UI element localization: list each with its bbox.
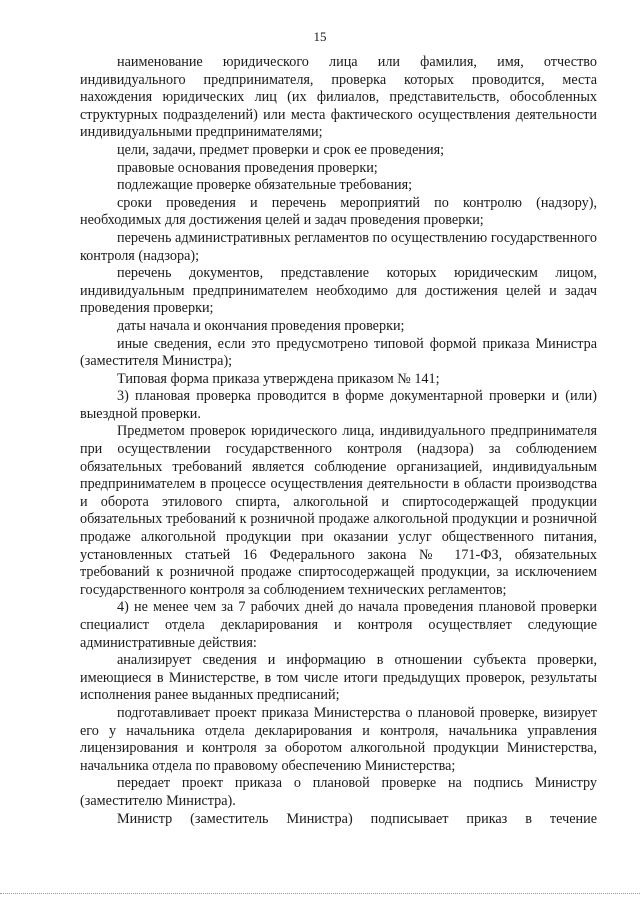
document-body (80, 54, 597, 828)
paragraph: сроки проведения и перечень мероприятий по контролю (надзору), необходимых для достижения целей и задач проведения проверки; (80, 194, 597, 229)
paragraph: 4) не менее чем за 7 рабочих дней до начала проведения плановой проверки специалист отдела декларирования и контроля осуществляет следующие административные действия: (80, 599, 597, 651)
page-number: 15 (313, 29, 327, 44)
paragraph: анализирует сведения и информацию в отношении субъекта проверки, имеющиеся в Министерстве, в том числе итоги предыдущих проверок, результаты исполнения ранее выданных предписаний; (80, 652, 597, 704)
paragraph: передает проект приказа о плановой проверке на подпись Министру (заместителю Министра). (80, 775, 597, 809)
paragraph: подлежащие проверке обязательные требования; (117, 177, 413, 194)
paragraph: перечень административных регламентов по осуществлению государственного контроля (надзора); (80, 229, 597, 264)
paragraph: наименование юридического лица или фамилия, имя, отчество индивидуального предпринимателя, проверка которых проводится, места нахождения юридических лиц (их филиалов, представительств, обособленных структурных подразделений) или места фактического осуществления деятельности индивидуальными предпринимателями; (80, 54, 597, 141)
paragraph: 3) плановая проверка проводится в форме документарной проверки и (или) выездной проверки. (80, 388, 597, 422)
paragraph: иные сведения, если это предусмотрено типовой формой приказа Министра (заместителя Министра); (80, 335, 597, 370)
paragraph: правовые основания проведения проверки; (117, 159, 378, 176)
paragraph: перечень документов, представление которых юридическим лицом, индивидуальным предпринимателем необходимо для достижения целей и задач проведения проверки; (80, 265, 597, 317)
paragraph: Предметом проверок юридического лица, индивидуального предпринимателя при осуществлении государственного контроля (надзора) за соблюдением обязательных требований является соблюдение организацией, индивидуальным предпринимателем в процессе осуществления деятельности в области производства и оборота этилового спирта, алкогольной и спиртосодержащей продукции обязательных требований к розничной продаже алкогольной продукции и розничной продаже алкогольной продукции при оказании услуг общественного питания, установленных статьей 16 Федерального закона № 171-ФЗ, обязательных требований к розничной продаже спиртосодержащей продукции, за исключением государственного контроля за соблюдением технических регламентов; (80, 423, 597, 598)
paragraph: Типовая форма приказа утверждена приказом № 141; (117, 370, 440, 387)
paragraph: подготавливает проект приказа Министерства о плановой проверке, визирует его у начальника отдела декларирования и контроля, начальника управления лицензирования и контроля за оборотом алкогольной продукции Министерства, начальника отдела по правовому обеспечению Министерства; (80, 704, 597, 774)
paragraph: даты начала и окончания проведения проверки; (117, 317, 405, 334)
page-bottom-edge (0, 893, 640, 894)
paragraph-continued: Министр (заместитель Министра) подписывает приказ в течение (117, 810, 597, 827)
paragraph: цели, задачи, предмет проверки и срок ее проведения; (117, 141, 445, 158)
